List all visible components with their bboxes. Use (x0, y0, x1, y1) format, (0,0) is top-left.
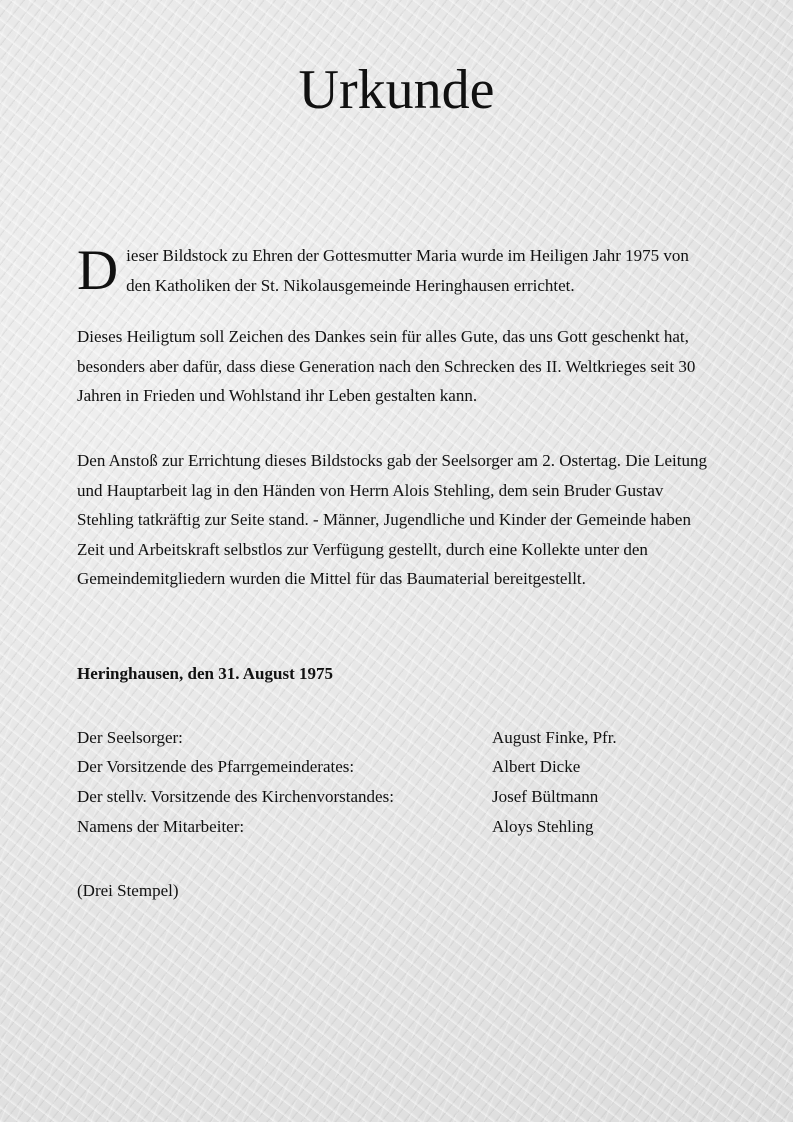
signature-row (77, 752, 717, 781)
signature-row (77, 723, 717, 752)
signature-name: Josef Bültmann (492, 787, 599, 806)
signature-role: Der Vorsitzende des Pfarrgemeinderates: (77, 757, 355, 776)
signature-role: Namens der Mitarbeiter: (77, 817, 245, 836)
paragraph-thanks: Dieses Heiligtum soll Zeichen des Dankes sein für alles Gute, das uns Gott geschenkt hat, besonders aber dafür, dass diese Generation nach den Schrecken des II. Weltkrieges seit 30 Jahren in Frieden und Wohlstand ihr Leben gestalten kann. (77, 327, 696, 405)
paragraph-construction: Den Anstoß zur Errichtung dieses Bildstocks gab der Seelsorger am 2. Ostertag. Die Leitung und Hauptarbeit lag in den Händen von Herrn Alois Stehling, dem sein Bruder Gustav Stehling tatkräftig zur Seite stand. - Männer, Jugendliche und Kinder der Gemeinde haben Zeit und Arbeitskraft selbstlos zur Verfügung gestellt, durch eine Kollekte unter den Gemeindemitgliedern wurden die Mittel für das Baumaterial bereitgestellt. (77, 451, 707, 588)
paragraph-dedication (77, 241, 707, 300)
signature-name: Albert Dicke (492, 757, 581, 776)
signature-role: Der stellv. Vorsitzende des Kirchenvorstandes: (77, 787, 394, 806)
drop-cap: D (77, 239, 119, 302)
stamps-note: (Drei Stempel) (77, 881, 179, 900)
signature-row (77, 812, 717, 841)
date-line: Heringhausen, den 31. August 1975 (77, 664, 333, 683)
paragraph-dedication-text: ieser Bildstock zu Ehren der Gottesmutter Maria wurde im Heiligen Jahr 1975 von den Katholiken der St. Nikolausgemeinde Heringhausen errichtet. (126, 246, 689, 295)
signature-row (77, 782, 717, 811)
signature-name: Aloys Stehling (492, 817, 594, 836)
signature-name: August Finke, Pfr. (492, 728, 617, 747)
signature-role: Der Seelsorger: (77, 728, 183, 747)
document-title: Urkunde (298, 59, 495, 121)
